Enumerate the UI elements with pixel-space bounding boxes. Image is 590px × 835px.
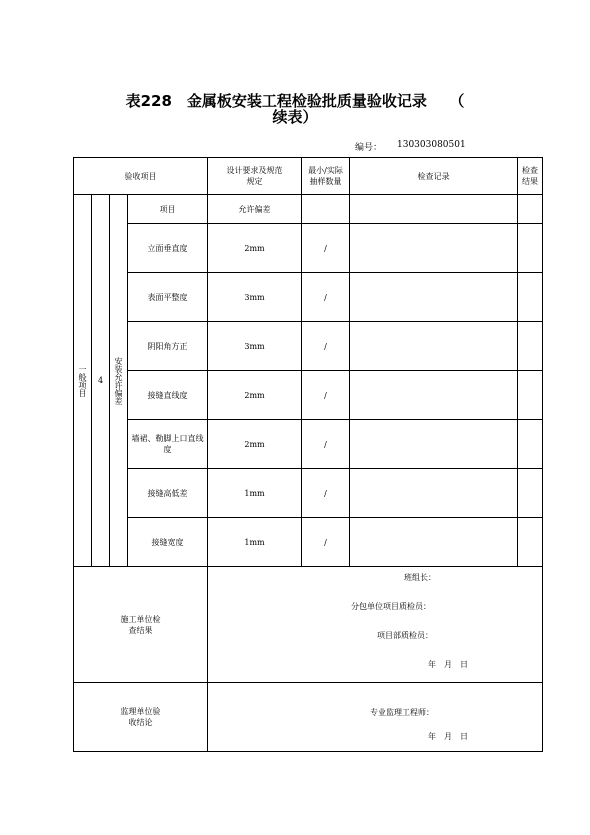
empty-cell <box>350 195 518 224</box>
header-item: 验收项目 <box>74 158 208 195</box>
row-sample: / <box>302 322 350 371</box>
item-number-cell: 4 <box>92 195 110 567</box>
row-result <box>518 469 543 518</box>
row-record <box>350 371 518 420</box>
row-record <box>350 322 518 371</box>
row-tolerance: 1mm <box>208 518 302 567</box>
row-name: 立面垂直度 <box>128 224 208 273</box>
row-record <box>350 420 518 469</box>
row-record <box>350 518 518 567</box>
construction-date: 年 月 日 <box>428 660 468 669</box>
construction-label: 施工单位检查结果 <box>74 567 208 683</box>
dept-inspector-label: 项目部质检员： <box>377 631 433 640</box>
supervision-row <box>74 683 543 752</box>
row-result <box>518 518 543 567</box>
inspection-record-table <box>73 157 543 752</box>
subcategory-cell: 安装允许偏差 <box>110 195 128 567</box>
form-title-line1: 表228 金属板安装工程检验批质量验收记录 （ <box>125 92 465 110</box>
sub-inspector-label: 分包单位项目质检员： <box>351 602 431 611</box>
row-tolerance: 2mm <box>208 224 302 273</box>
row-sample: / <box>302 420 350 469</box>
code-value: 130303080501 <box>397 140 466 150</box>
construction-sign-area <box>208 567 543 683</box>
row-tolerance: 3mm <box>208 273 302 322</box>
header-design: 设计要求及规范规定 <box>208 158 302 195</box>
header-sample: 最小/实际抽样数量 <box>302 158 350 195</box>
row-result <box>518 371 543 420</box>
table-row <box>74 224 543 273</box>
col-item-label: 项目 <box>128 195 208 224</box>
supervision-label: 监理单位验收结论 <box>74 683 208 752</box>
code-label: 编号： <box>355 143 383 153</box>
table-row <box>74 518 543 567</box>
col-tolerance-label: 允许偏差 <box>208 195 302 224</box>
table-row <box>74 371 543 420</box>
empty-cell <box>518 195 543 224</box>
header-record: 检查记录 <box>350 158 518 195</box>
row-tolerance: 1mm <box>208 469 302 518</box>
row-record <box>350 224 518 273</box>
row-result <box>518 322 543 371</box>
row-result <box>518 224 543 273</box>
row-record <box>350 469 518 518</box>
table-row <box>74 273 543 322</box>
header-result: 检查结果 <box>518 158 543 195</box>
category-cell: 一般项目 <box>74 195 92 567</box>
form-title-line2: 续表） <box>272 108 318 126</box>
row-sample: / <box>302 224 350 273</box>
row-result <box>518 420 543 469</box>
construction-row <box>74 567 543 683</box>
row-name: 接缝直线度 <box>128 371 208 420</box>
row-sample: / <box>302 273 350 322</box>
row-sample: / <box>302 469 350 518</box>
header-row <box>74 158 543 195</box>
row-name: 接缝宽度 <box>128 518 208 567</box>
table-row <box>74 420 543 469</box>
table-row <box>74 469 543 518</box>
table-row <box>74 322 543 371</box>
row-name: 墙裙、勒脚上口直线度 <box>128 420 208 469</box>
row-sample: / <box>302 518 350 567</box>
row-tolerance: 2mm <box>208 420 302 469</box>
row-name: 表面平整度 <box>128 273 208 322</box>
subheader-row <box>74 195 543 224</box>
supervisor-engineer-label: 专业监理工程师： <box>370 708 434 717</box>
team-leader-label: 班组长： <box>404 573 436 582</box>
row-tolerance: 2mm <box>208 371 302 420</box>
row-name: 阴阳角方正 <box>128 322 208 371</box>
row-sample: / <box>302 371 350 420</box>
row-tolerance: 3mm <box>208 322 302 371</box>
row-result <box>518 273 543 322</box>
supervision-date: 年 月 日 <box>428 732 468 741</box>
empty-cell <box>302 195 350 224</box>
row-name: 接缝高低差 <box>128 469 208 518</box>
row-record <box>350 273 518 322</box>
